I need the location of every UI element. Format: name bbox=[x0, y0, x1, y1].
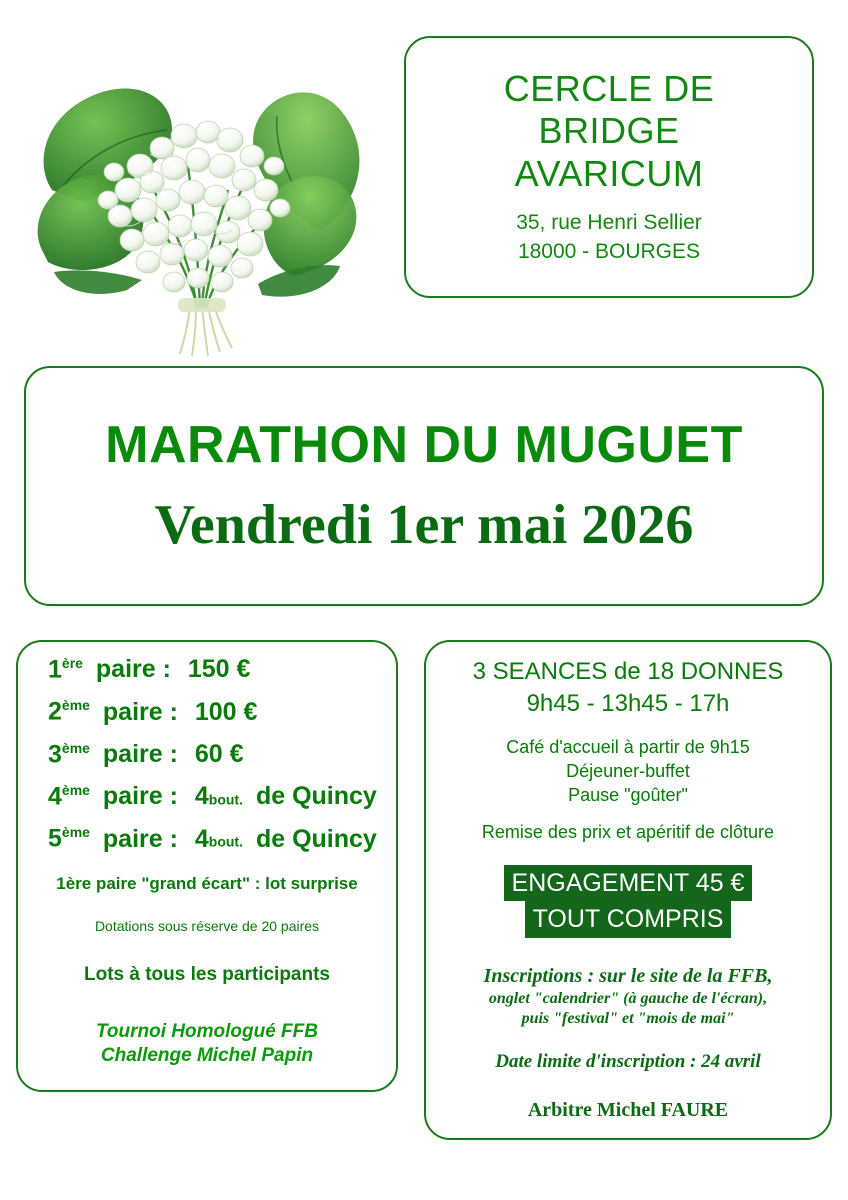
registration-info bbox=[436, 964, 820, 1029]
prize-row bbox=[32, 825, 382, 851]
prize-rank: 5 bbox=[48, 824, 62, 853]
sessions-heading bbox=[436, 656, 820, 721]
prize-row bbox=[32, 741, 382, 767]
prizes-card bbox=[16, 640, 398, 1092]
prize-rank-suffix: ème bbox=[61, 781, 90, 798]
club-name-line-2: BRIDGE bbox=[538, 110, 680, 152]
snack-break: Pause "goûter" bbox=[568, 785, 688, 806]
club-name bbox=[504, 68, 715, 195]
prize-value: 150 € bbox=[187, 655, 251, 684]
prize-row bbox=[32, 656, 382, 682]
sessions-times: 9h45 - 13h45 - 17h bbox=[526, 690, 730, 718]
prize-rank-suffix: ème bbox=[61, 824, 90, 841]
header-zone bbox=[0, 0, 848, 360]
sessions-count: 3 SEANCES de 18 DONNES bbox=[472, 658, 784, 685]
tournament-label-line-1: Tournoi Homologué FFB bbox=[96, 1020, 318, 1042]
club-address-street: 35, rue Henri Sellier bbox=[516, 211, 702, 235]
lots-participants: Lots à tous les participants bbox=[84, 963, 330, 985]
prize-rank: 3 bbox=[48, 739, 62, 768]
prize-value: 4 bbox=[194, 782, 209, 811]
dotations-note: Dotations sous réserve de 20 paires bbox=[94, 917, 320, 934]
prize-value-unit: bout. bbox=[208, 833, 243, 850]
prize-giving: Remise des prix et apéritif de clôture bbox=[481, 821, 775, 842]
info-card bbox=[424, 640, 832, 1140]
club-address bbox=[516, 209, 702, 266]
registration-line-3: puis "festival" et "mois de mai" bbox=[521, 1009, 735, 1027]
welcome-coffee: Café d'accueil à partir de 9h15 bbox=[506, 736, 750, 757]
entry-fee-line-2: TOUT COMPRIS bbox=[525, 901, 732, 938]
tournament-label-line-2: Challenge Michel Papin bbox=[100, 1045, 314, 1067]
club-address-city: 18000 - BOURGES bbox=[517, 239, 701, 263]
registration-line-2: onglet "calendrier" (à gauche de l'écran), bbox=[488, 989, 768, 1007]
prize-rank-suffix: ère bbox=[61, 655, 83, 671]
grand-ecart-prize: 1ère paire "grand écart" : lot surprise bbox=[56, 873, 358, 893]
event-title-card bbox=[24, 366, 824, 606]
entry-fee-line-1: ENGAGEMENT 45 € bbox=[504, 865, 753, 902]
prize-rank-suffix: ème bbox=[61, 739, 90, 756]
prize-label: paire : bbox=[95, 655, 171, 684]
prize-row bbox=[32, 783, 382, 809]
lily-of-the-valley-bouquet-image bbox=[22, 40, 382, 360]
club-name-line-1: CERCLE DE bbox=[503, 67, 715, 109]
prize-value: 60 € bbox=[194, 739, 244, 768]
prize-value: 4 bbox=[194, 824, 209, 853]
prize-label: paire : bbox=[102, 697, 178, 726]
prize-value-tail: de Quincy bbox=[255, 782, 377, 811]
referee-name: Arbitre Michel FAURE bbox=[527, 1098, 729, 1121]
registration-deadline: Date limite d'inscription : 24 avril bbox=[495, 1050, 761, 1072]
registration-line-1: Inscriptions : sur le site de la FFB, bbox=[483, 964, 773, 987]
prize-label: paire : bbox=[102, 782, 178, 811]
prize-row bbox=[32, 698, 382, 724]
tournament-label bbox=[32, 1020, 382, 1069]
prize-rank: 4 bbox=[48, 782, 62, 811]
prize-value-unit: bout. bbox=[208, 791, 243, 808]
prize-label: paire : bbox=[102, 824, 178, 853]
schedule-details bbox=[436, 735, 820, 808]
club-name-line-3: AVARICUM bbox=[514, 152, 704, 194]
prize-rank: 2 bbox=[48, 697, 62, 726]
prize-label: paire : bbox=[102, 739, 178, 768]
prize-value: 100 € bbox=[194, 697, 258, 726]
lunch-buffet: Déjeuner-buffet bbox=[566, 761, 690, 782]
entry-fee-badge bbox=[436, 865, 820, 938]
event-title: MARATHON DU MUGUET bbox=[105, 416, 743, 474]
event-date: Vendredi 1er mai 2026 bbox=[154, 494, 694, 556]
club-info-card bbox=[404, 36, 814, 298]
prize-value-tail: de Quincy bbox=[255, 824, 377, 853]
prize-rank: 1 bbox=[48, 655, 62, 684]
prize-rank-suffix: ème bbox=[61, 697, 90, 714]
